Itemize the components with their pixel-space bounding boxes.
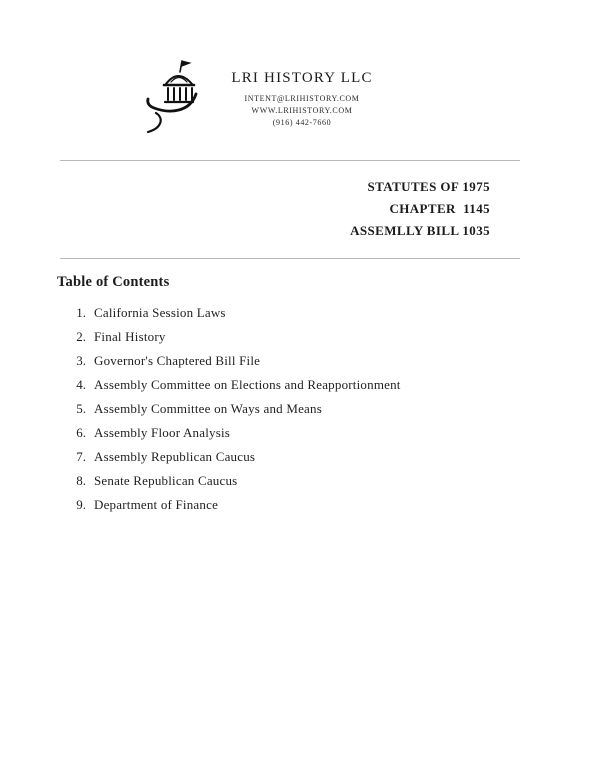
toc-item [70, 402, 540, 415]
toc-title: Table of Contents [57, 274, 170, 290]
toc-item-number: 1. [76, 305, 86, 320]
toc-item-label: Assembly Floor Analysis [94, 425, 231, 440]
toc-item [70, 450, 540, 463]
statutes-line: STATUTES OF 1975 [367, 179, 490, 194]
toc-item-label: Final History [94, 329, 166, 344]
toc-item-number: 6. [76, 425, 86, 440]
phone-text: (916) 442-7660 [272, 118, 332, 127]
toc-item-number: 4. [76, 377, 86, 392]
toc-item-label: California Session Laws [94, 305, 226, 320]
toc-item-number: 2. [76, 329, 86, 344]
capitol-dome-logo-icon [140, 58, 210, 148]
bill-line: ASSEMLLY BILL 1035 [350, 223, 490, 238]
toc-item-number: 7. [76, 449, 86, 464]
toc-item-number: 9. [76, 497, 86, 512]
toc-item-label: Department of Finance [94, 497, 219, 512]
toc-item-label: Assembly Republican Caucus [94, 449, 256, 464]
company-name: LRI HISTORY LLC [231, 70, 373, 86]
toc-item [70, 306, 540, 319]
divider-top [60, 160, 520, 161]
website-text: WWW.LRIHISTORY.COM [251, 106, 353, 115]
toc-item [70, 378, 540, 391]
toc-item-label: Assembly Committee on Ways and Means [94, 401, 322, 416]
divider-bottom [60, 258, 520, 259]
toc-item-number: 8. [76, 473, 86, 488]
toc-list [70, 306, 540, 522]
toc-item-number: 5. [76, 401, 86, 416]
toc-item [70, 498, 540, 511]
letterhead-contact-block [212, 70, 392, 129]
toc-item-number: 3. [76, 353, 86, 368]
toc-item [70, 354, 540, 367]
chapter-line: CHAPTER 1145 [389, 201, 490, 216]
toc-item [70, 474, 540, 487]
email-text: INTENT@LRIHISTORY.COM [244, 94, 360, 103]
toc-item-label: Governor's Chaptered Bill File [94, 353, 261, 368]
toc-item [70, 330, 540, 343]
reference-block [350, 176, 490, 242]
toc-item [70, 426, 540, 439]
toc-item-label: Senate Republican Caucus [94, 473, 238, 488]
toc-item-label: Assembly Committee on Elections and Reapportionment [94, 377, 401, 392]
